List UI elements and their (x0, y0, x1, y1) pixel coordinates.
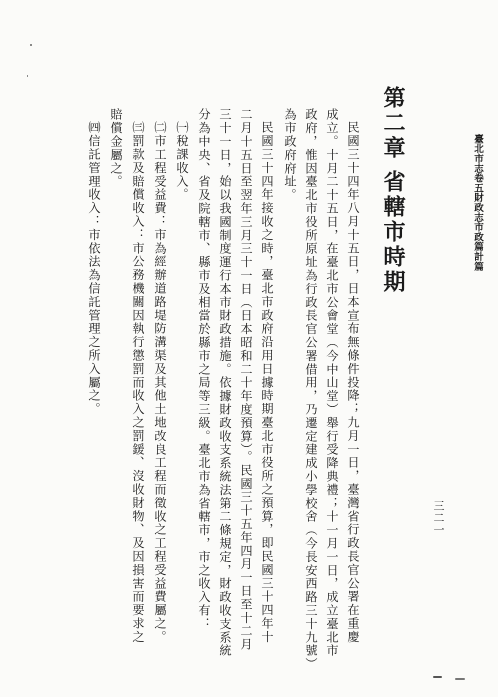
paragraph-column: 成立。十月二十五日，在臺北市公會堂（今中山堂）舉行受降典禮；十一月一日，成立臺北市 (325, 108, 339, 658)
paragraph-column: 三十一日，始以我國制度運行本市財政措施。依據財政收支系統法第二條規定，財政收支系統 (218, 108, 232, 658)
paragraph-column: 分為中央、省及院轄市、縣市及相當於縣市之局等三級。臺北市為省轄市，市之收入有： (197, 108, 211, 631)
scan-speck (433, 676, 442, 678)
paragraph-column: 政府，惟因臺北市役所原址為行政長官公署借用，乃遷定建成小學校舍（今長安西路三十九號） (304, 108, 318, 671)
running-header: 臺北市志卷五財政志市政篇計篇 (472, 134, 483, 272)
list-item: ㈢罰款及賠償收入：市公務機關因執行懲罰而收入之罰鍰、沒收財物、及因損害而要求之 (131, 121, 145, 644)
paragraph-column: 為市政府府址。 (283, 108, 297, 202)
scan-speck (455, 678, 465, 680)
paragraph-column: 二月十五日至翌年三月三十一日（日本昭和二十年度預算）。民國三十五年四月一日至十二月 (239, 108, 253, 652)
scan-speck (30, 44, 32, 46)
paragraph-column: 民國三十四年接收之時，臺北市政府沿用日據時期臺北市役所之預算，即民國三十四年十 (260, 121, 274, 644)
chapter-number: 第二章 (380, 86, 406, 161)
list-item: ㈡市工程受益費：市為經辦道路堤防溝渠及其他土地改良工程而徵收之工程受益費屬之。 (153, 121, 167, 644)
paragraph-column: 民國三十四年八月十五日，日本宣布無條件投降；九月一日，臺灣省行政長官公署在重慶 (346, 121, 360, 644)
chapter-title: 省轄市時期 (380, 170, 406, 295)
list-item-continuation: 賠償金屬之。 (109, 108, 123, 189)
list-item: ㈠稅課收入。 (175, 121, 189, 202)
page-number: 三二一 (432, 500, 445, 536)
list-item: ㈣信託管理收入：市依法為信託管理之所入屬之。 (87, 121, 101, 416)
scan-speck (27, 75, 28, 77)
